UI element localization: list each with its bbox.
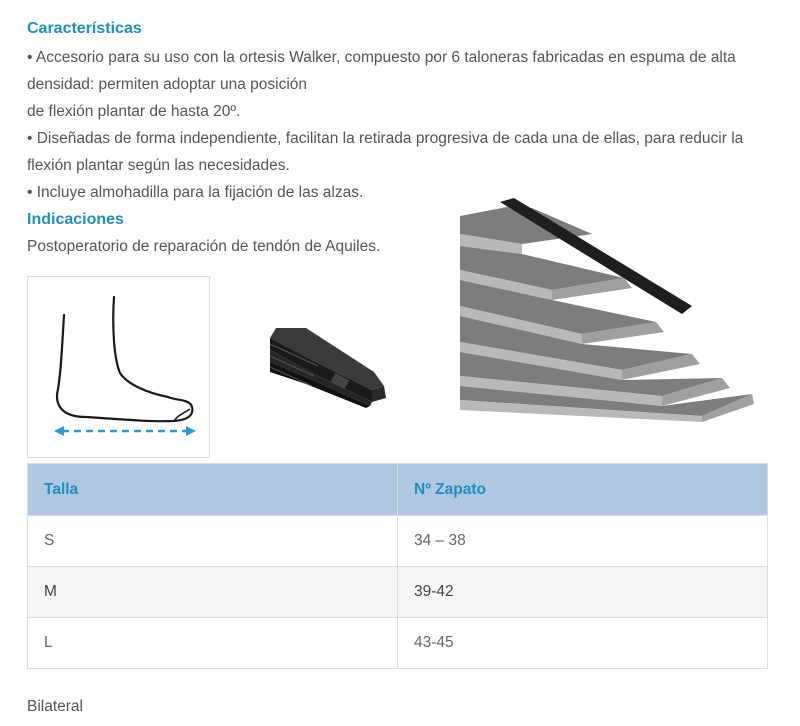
heel-pad-image: [262, 320, 392, 415]
cell-shoe: 43-45: [398, 618, 768, 669]
header-talla: Talla: [28, 464, 398, 516]
indicaciones-text: Postoperatorio de reparación de tendón de Aquiles.: [27, 238, 381, 255]
table-row: [28, 567, 768, 618]
caracteristicas-line-3: • Diseñadas de forma independiente, facilitan la retirada progresiva de cada una de ellas, para reducir la flexión plantar según las necesidades.: [27, 130, 744, 174]
cell-shoe: 39-42: [398, 567, 768, 618]
size-table: [27, 463, 768, 669]
cell-size: M: [28, 567, 398, 618]
table-row: [28, 516, 768, 567]
table-header-row: [28, 464, 768, 516]
caracteristicas-line-1: • Accesorio para su uso con la ortesis Walker, compuesto por 6 taloneras fabricadas en espuma de alta densidad: permiten adoptar una posición: [27, 49, 736, 93]
cell-size: L: [28, 618, 398, 669]
caracteristicas-line-4: • Incluye almohadilla para la fijación de las alzas.: [27, 184, 364, 201]
foot-diagram: [27, 276, 210, 458]
bilateral-text: Bilateral: [27, 698, 83, 715]
foot-diagram-icon: [28, 277, 209, 457]
caracteristicas-line-2: de flexión plantar de hasta 20º.: [27, 103, 241, 120]
cell-size: S: [28, 516, 398, 567]
caracteristicas-heading: Características: [27, 20, 142, 37]
indicaciones-heading: Indicaciones: [27, 211, 124, 228]
table-row: [28, 618, 768, 669]
header-zapato: Nº Zapato: [398, 464, 768, 516]
heel-pad-stack-image: [452, 194, 762, 429]
cell-shoe: 34 – 38: [398, 516, 768, 567]
